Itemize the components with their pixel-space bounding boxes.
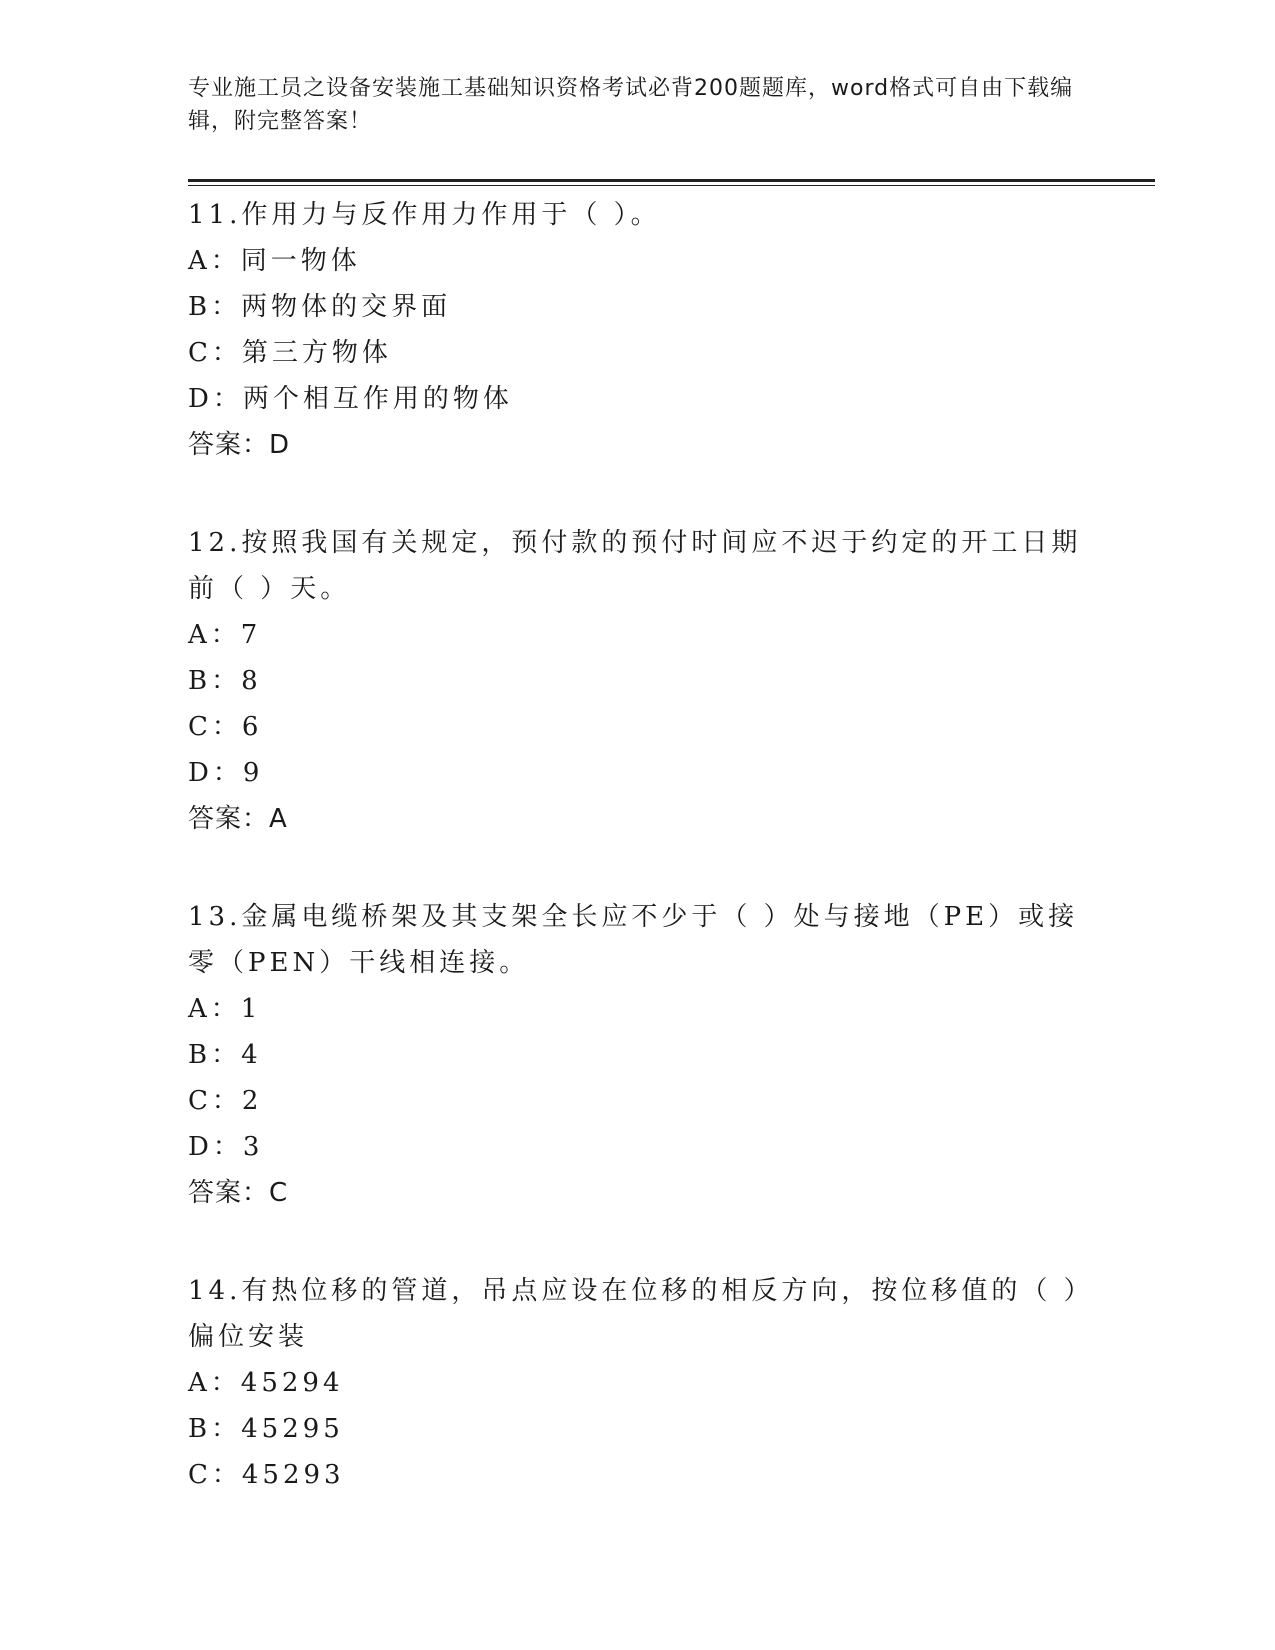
question-stem: 11.作用力与反作用力作用于（ ）。 [188,200,661,230]
answer-line: 答案：A [188,804,288,834]
option-b: B：两物体的交界面 [188,292,452,322]
header-rule-thick [188,179,1155,182]
question-12 [188,520,1088,842]
option-a: A：1 [188,994,262,1024]
option-a: A：45294 [188,1368,344,1398]
option-c: C：2 [188,1086,263,1116]
option-c: C：45293 [188,1460,345,1490]
option-d: D：9 [188,758,264,788]
option-b: B：45295 [188,1414,344,1444]
question-13 [188,894,1088,1216]
option-a: A：7 [188,620,262,650]
option-a: A：同一物体 [188,246,361,276]
option-b: B：8 [188,666,262,696]
header-rule-thin [188,185,1155,186]
question-14 [188,1268,1088,1498]
option-d: D：两个相互作用的物体 [188,384,513,414]
document-header: 专业施工员之设备安装施工基础知识资格考试必背200题题库，word格式可自由下载编辑，附完整答案！ [188,76,1074,134]
option-b: B：4 [188,1040,262,1070]
answer-line: 答案：D [188,430,291,460]
option-d: D：3 [188,1132,264,1162]
answer-line: 答案：C [188,1178,289,1208]
question-stem: 13.金属电缆桥架及其支架全长应不少于（ ）处与接地（PE）或接零（PEN）干线相连接。 [188,902,1079,978]
option-c: C：第三方物体 [188,338,392,368]
question-stem: 12.按照我国有关规定，预付款的预付时间应不迟于约定的开工日期前（ ）天。 [188,528,1082,604]
option-c: C：6 [188,712,263,742]
question-list [188,192,1088,1550]
question-11 [188,192,1088,468]
question-stem: 14.有热位移的管道，吊点应设在位移的相反方向，按位移值的（ ）偏位安装 [188,1276,1081,1352]
